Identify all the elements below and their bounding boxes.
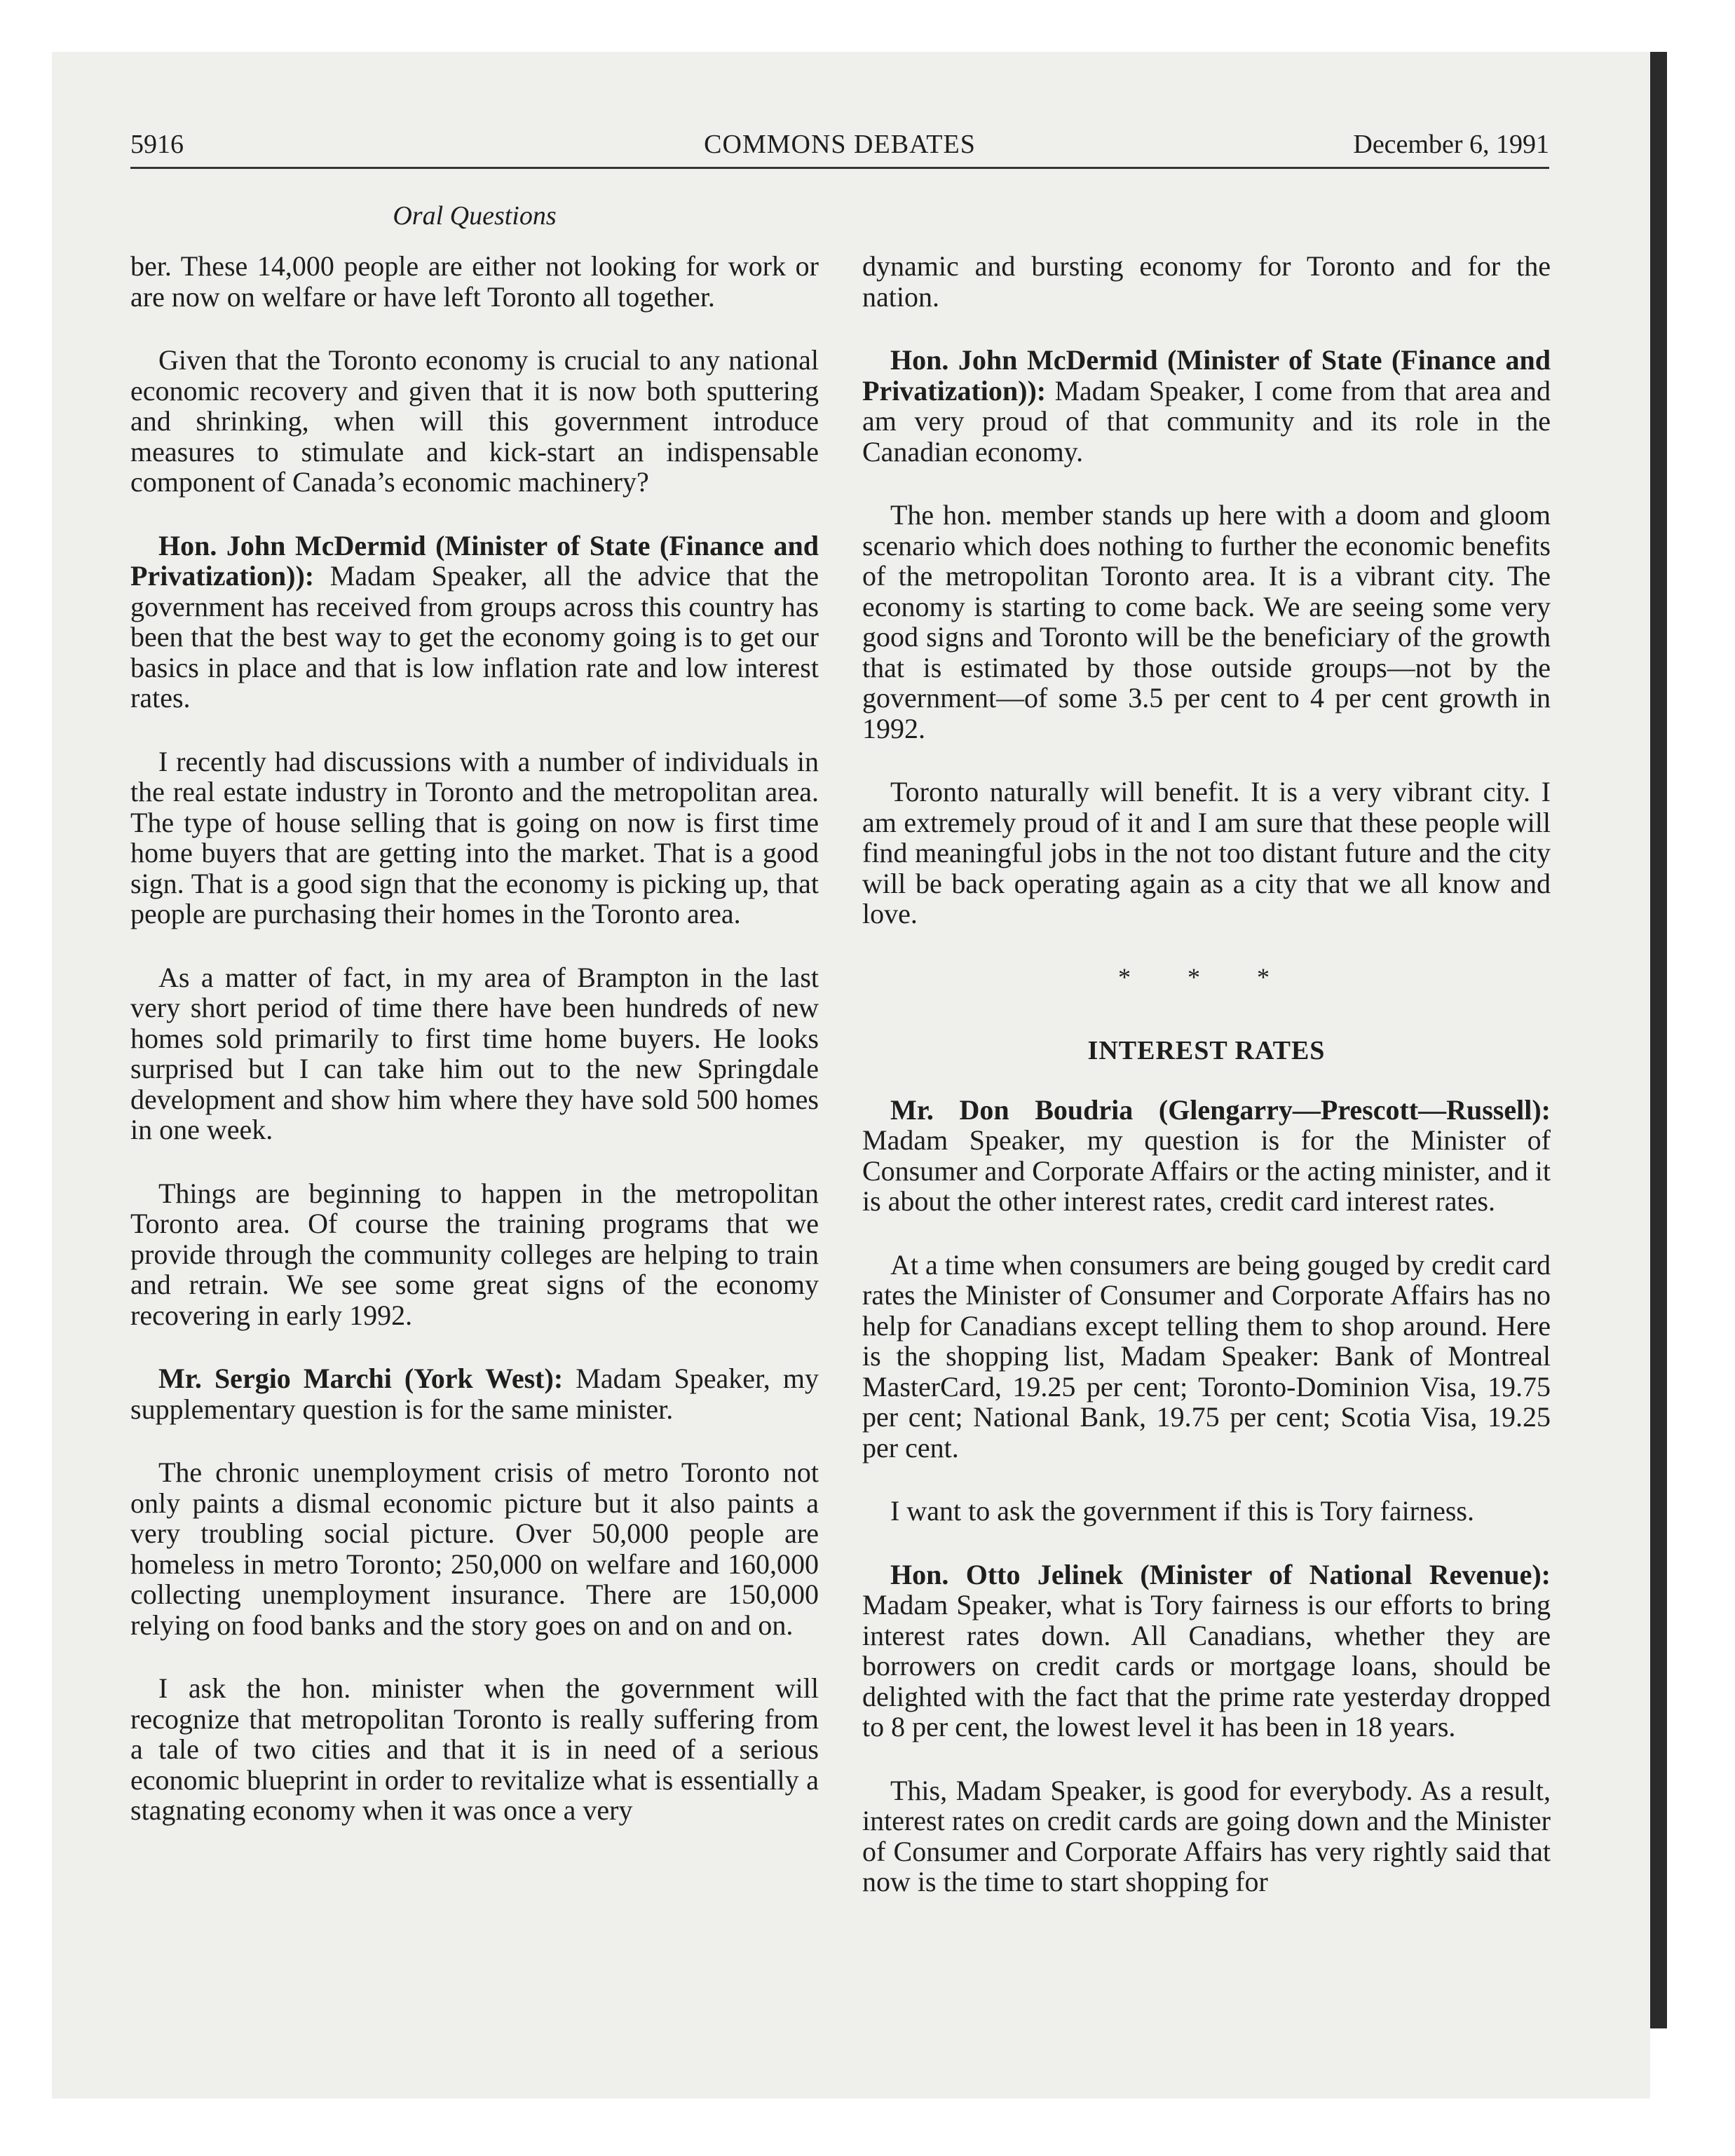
paragraph: Given that the Toronto economy is crucial to any national economic recovery and given that it is now both sputtering and shrinking, when will this government introduce measures to stimulate and kick-start an indispensable component of Canada’s economic machinery? [130, 344, 819, 498]
speaker-name: Hon. John McDermid (Minister of State (Finance and Privatization)): [130, 529, 819, 592]
publication-title: COMMONS DEBATES [704, 130, 976, 159]
paragraph: The chronic unemployment crisis of metro Toronto not only paints a dismal economic picture but it also paints a very troubling social picture. Over 50,000 people are homeless in metro Toronto; 250,000 on welfare and 160,000 collecting unemployment insurance. There are 150,000 relying on food banks and the story goes on and on and on. [130, 1456, 819, 1641]
paragraph: I recently had discussions with a number of individuals in the real estate industry in Toronto and the metropolitan area. The type of house selling that is going on now is first time home buyers that are getting into the market. That is a good sign. That is a good sign that the economy is picking up, that people are purchasing their homes in the Toronto area. [130, 745, 819, 929]
page-number: 5916 [130, 130, 184, 159]
paragraph: Mr. Don Boudria (Glengarry—Prescott—Russell): Madam Speaker, my question is for the Minister of Consumer and Corporate Affairs or the acting minister, and it is about the other interest rates, credit card interest rates. [862, 1093, 1551, 1217]
paragraph: I want to ask the government if this is Tory fairness. [890, 1495, 1474, 1527]
speaker-name: Hon. John McDermid (Minister of State (Finance and Privatization)): [862, 344, 1551, 407]
paragraph: Hon. John McDermid (Minister of State (Finance and Privatization)): Madam Speaker, I come from that area and am very proud of that community and its role in the Canadian economy. [862, 344, 1551, 468]
scan-edge-shadow [1650, 52, 1667, 2028]
speaker-name: Hon. Otto Jelinek (Minister of National Revenue): [890, 1558, 1551, 1590]
paragraph: Hon. John McDermid (Minister of State (Finance and Privatization)): Madam Speaker, all the advice that the government has received from groups across this country has been that the best way to get the economy going is to get our basics in place and that is low inflation rate and low interest rates. [130, 529, 819, 714]
section-separator: * * * [1118, 962, 1295, 991]
page-header [130, 125, 1549, 169]
paragraph: The hon. member stands up here with a doom and gloom scenario which does nothing to further the economic benefits of the metropolitan Toronto area. It is a vibrant city. The economy is starting to come back. We are seeing some very good signs and Toronto will be the beneficiary of the growth that is estimated by those outside groups—not by the government—of some 3.5 per cent to 4 per cent growth in 1992. [862, 499, 1551, 744]
paragraph: ber. These 14,000 people are either not looking for work or are now on welfare or have left Toronto all together. [130, 250, 819, 313]
right-column [862, 251, 1551, 1930]
paragraph: I ask the hon. minister when the government will recognize that metropolitan Toronto is really suffering from a tale of two cities and that it is in need of a serious economic blueprint in order to revitalize what is essentially a stagnating economy when it was once a very [130, 1672, 819, 1826]
paragraph: dynamic and bursting economy for Toronto and for the nation. [862, 250, 1551, 313]
section-heading: INTEREST RATES [1087, 1036, 1326, 1065]
paragraph: At a time when consumers are being gouged by credit card rates the Minister of Consumer and Corporate Affairs has no help for Canadians except telling them to shop around. Here is the shopping list, Madam Speaker: Bank of Montreal MasterCard, 19.25 per cent; Toronto-Dominion Visa, 19.75 per cent; National Bank, 19.75 per cent; Scotia Visa, 19.25 per cent. [862, 1248, 1551, 1464]
publication-date: December 6, 1991 [1353, 130, 1549, 159]
paragraph: Things are beginning to happen in the metropolitan Toronto area. Of course the training programs that we provide through the community colleges are helping to train and retrain. We see some great signs of the economy recovering in early 1992. [130, 1177, 819, 1331]
paragraph: This, Madam Speaker, is good for everybody. As a result, interest rates on credit cards are going down and the Minister of Consumer and Corporate Affairs has very rightly said that now is the time to start shopping for [862, 1774, 1551, 1897]
paragraph: As a matter of fact, in my area of Brampton in the last very short period of time there have been hundreds of new homes sold primarily to first time home buyers. He looks surprised but I can take him out to the new Springdale development and show him where they have sold 500 homes in one week. [130, 961, 819, 1145]
paragraph: Hon. Otto Jelinek (Minister of National Revenue): Madam Speaker, what is Tory fairness is our efforts to bring interest rates down. All Canadians, whether they are borrowers on credit cards or mortgage loans, should be delighted with the fact that the prime rate yesterday dropped to 8 per cent, the lowest level it has been in 18 years. [862, 1558, 1551, 1742]
speaker-name: Mr. Sergio Marchi (York West): [158, 1363, 564, 1394]
left-column [130, 251, 819, 1859]
speaker-name: Mr. Don Boudria (Glengarry—Prescott—Russell): [890, 1093, 1551, 1126]
section-label: Oral Questions [393, 201, 557, 231]
paragraph: Mr. Sergio Marchi (York West): Madam Speaker, my supplementary question is for the same minister. [130, 1363, 819, 1425]
paragraph: Toronto naturally will benefit. It is a very vibrant city. I am extremely proud of it and I am sure that these people will find meaningful jobs in the not too distant future and the city will be back operating again as a city that we all know and love. [862, 776, 1551, 929]
